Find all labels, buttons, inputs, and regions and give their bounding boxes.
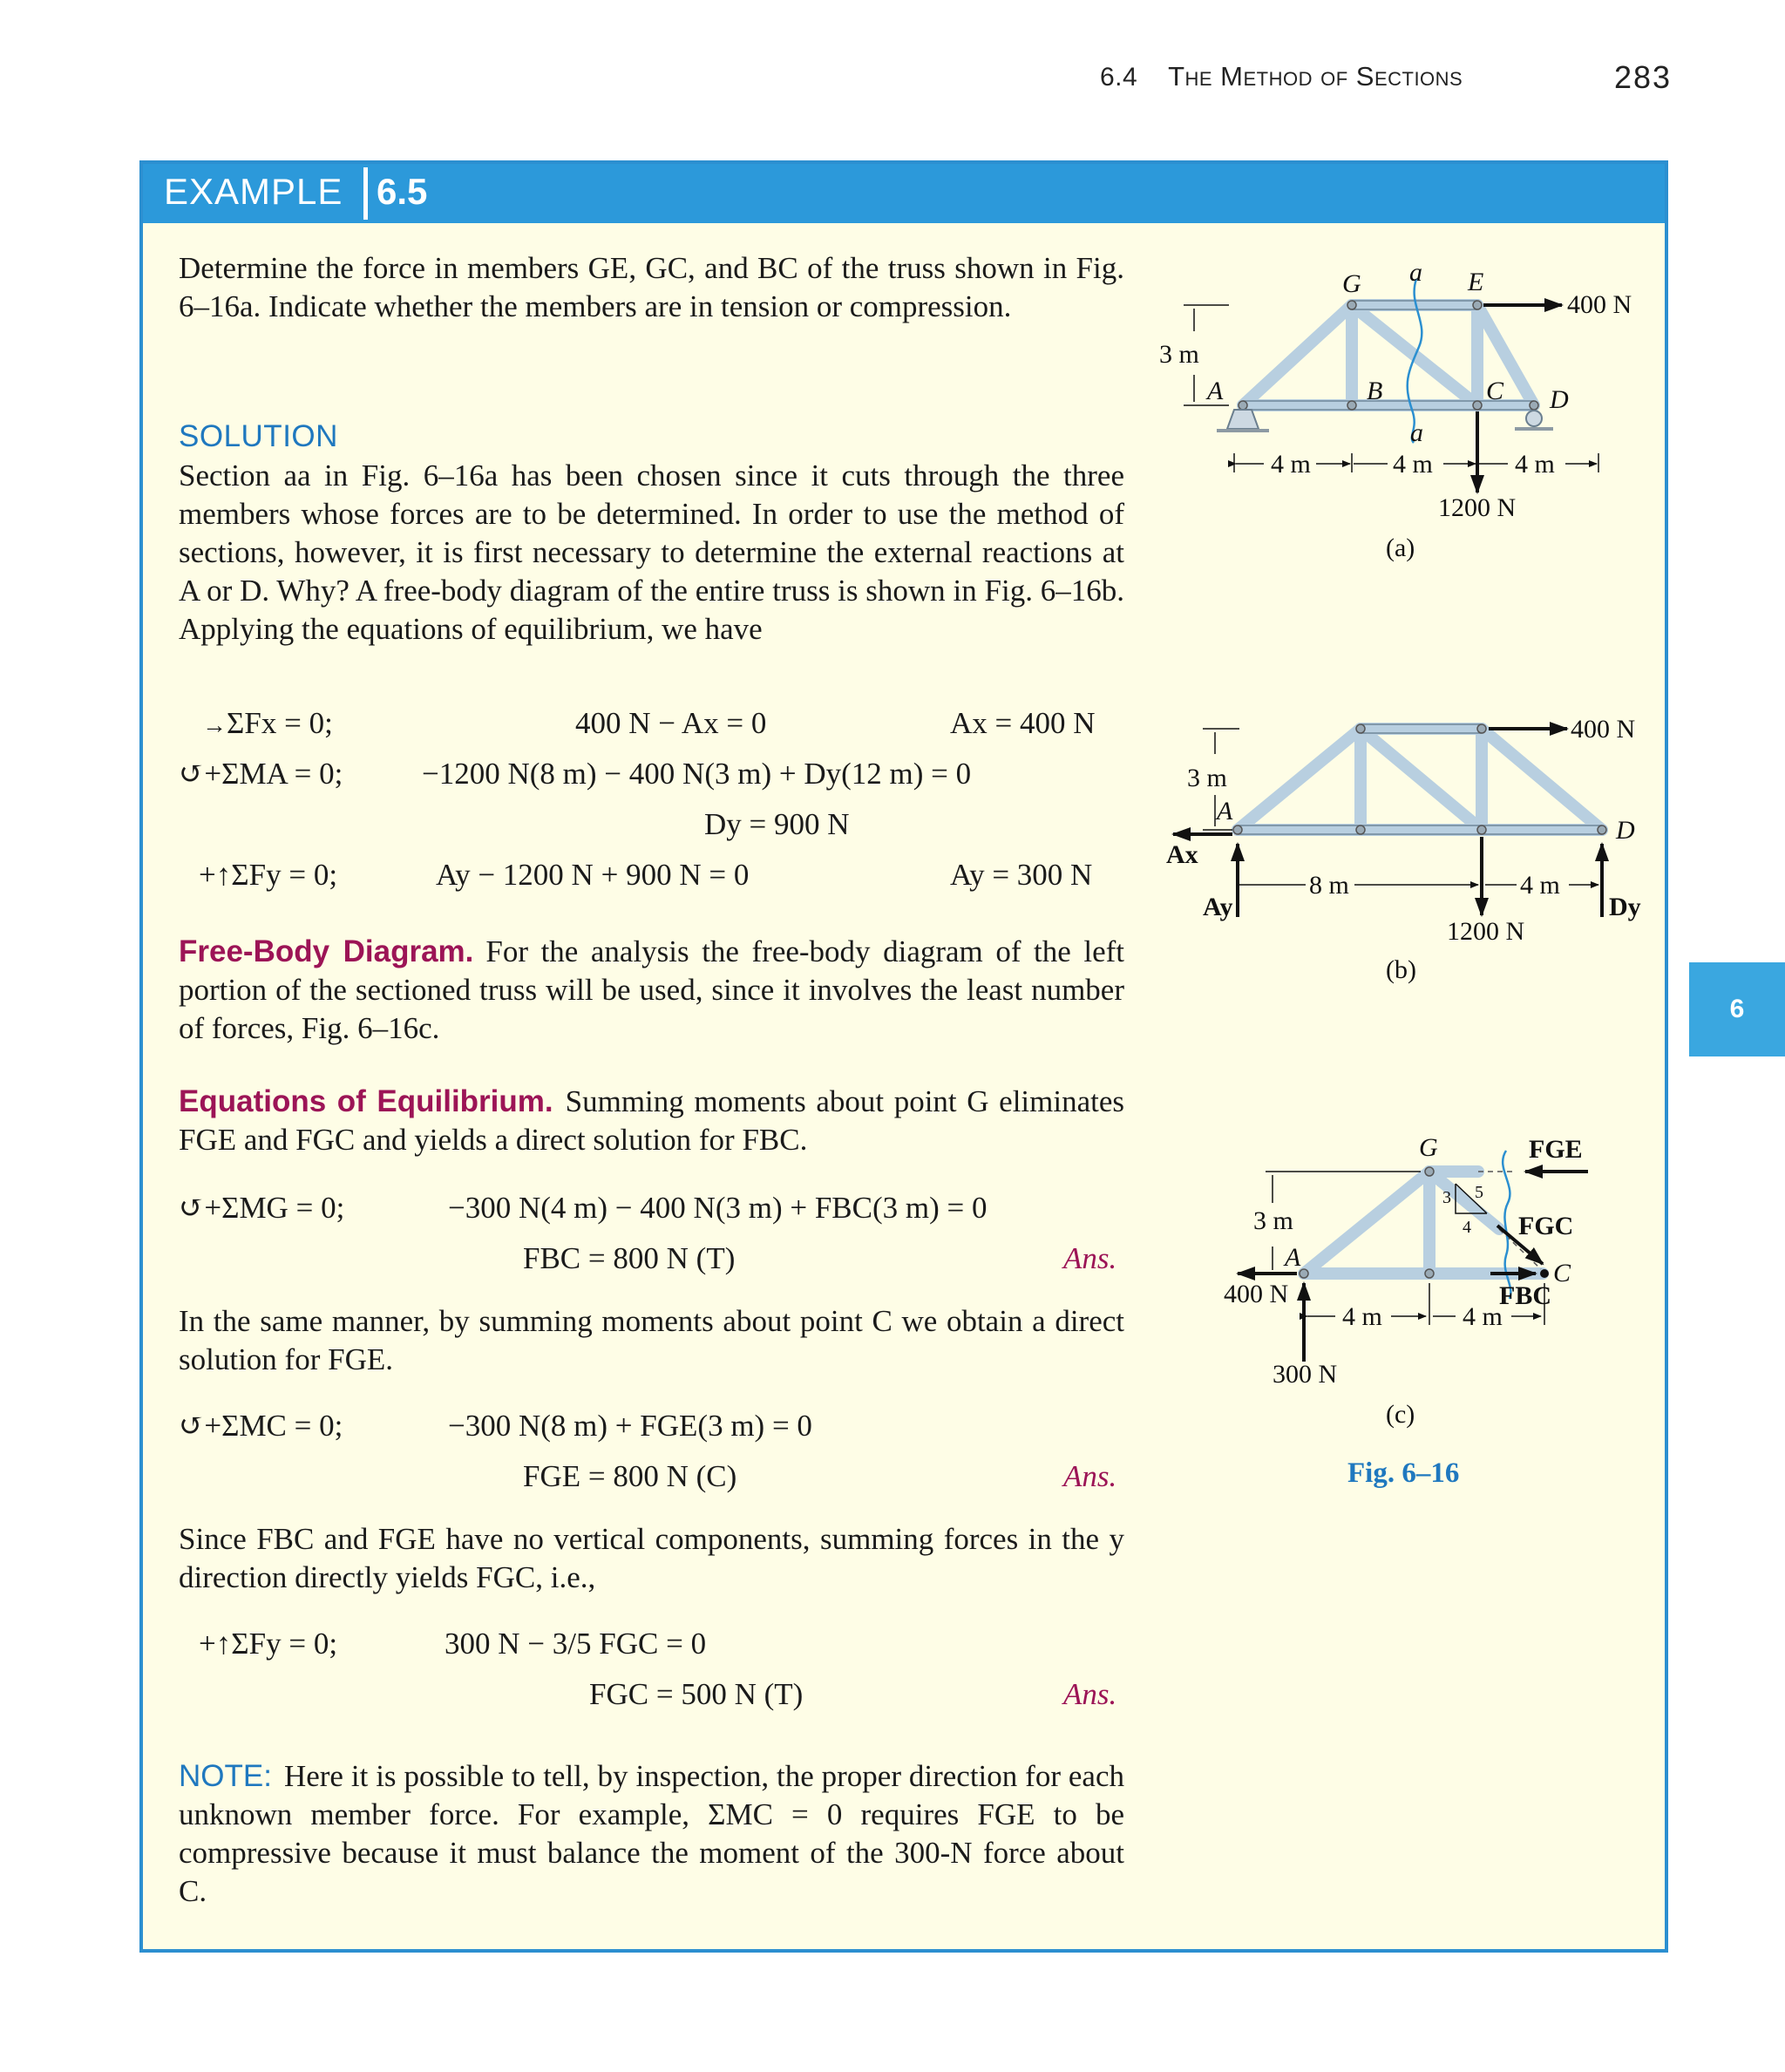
fig-b-dim-2: 4 m	[1520, 871, 1560, 900]
section-title: The Method of Sections	[1168, 61, 1463, 92]
ccw-moment-icon: ↺	[179, 757, 205, 791]
fig-b-dim-1: 8 m	[1309, 871, 1349, 900]
fig-b-label-ax: Ax	[1166, 840, 1198, 869]
eq-mg-result: FBC = 800 N (T)	[523, 1241, 736, 1275]
example-label: EXAMPLE	[164, 171, 343, 212]
header-separator	[363, 167, 368, 220]
fbd-text: For the analysis the free-body diagram of the left portion of the sectioned truss will be used, since it involves the least number of forces, Fig. 6–16c.	[179, 934, 1124, 1045]
answer-marker-1: Ans.	[1063, 1241, 1117, 1275]
fig-a-label-c: C	[1486, 377, 1504, 405]
fig-c-label-g: G	[1419, 1133, 1438, 1162]
eq-dy-result: Dy = 900 N	[704, 807, 850, 841]
fig-a-label-1200: 1200 N	[1438, 493, 1517, 522]
problem-statement: Determine the force in members GE, GC, and BC of the truss shown in Fig. 6–16a. Indicate whether the members are in tension or compression.	[179, 251, 1124, 323]
note-paragraph	[179, 1757, 1124, 1911]
fig-a-caption: (a)	[1386, 533, 1415, 562]
fig-c-label-fge: FGE	[1529, 1135, 1583, 1164]
fig-c-label-fbc: FBC	[1499, 1281, 1551, 1310]
eq-mg-body: −300 N(4 m) − 400 N(3 m) + FBC(3 m) = 0	[448, 1191, 988, 1225]
eqeq-paragraph	[179, 1083, 1124, 1159]
note-text: Here it is possible to tell, by inspection, the proper direction for each unknown member force. For example, ΣMC = 0 requires FGE to be compressive because it must balance the moment of the 300-N force about C.	[179, 1759, 1124, 1908]
ccw-moment-icon: ↺	[179, 1409, 205, 1443]
fig-a-dim-2: 4 m	[1393, 450, 1433, 479]
fig-a-member-ag	[1243, 305, 1352, 405]
solution-heading: SOLUTION	[179, 419, 338, 453]
fig-a-label-e: E	[1468, 268, 1484, 296]
fig-b-label-d: D	[1616, 816, 1635, 845]
eqeq-text: Summing moments about point G eliminates FGE and FGC and yields a direct solution for FBC.	[179, 1084, 1124, 1157]
eqeq-heading: Equations of Equilibrium.	[179, 1084, 553, 1118]
chapter-tab[interactable]: 6	[1689, 962, 1785, 1056]
solution-paragraph: Section aa in Fig. 6–16a has been chosen since it cuts through the three members whose forces are to be determined. In order to use the method of sections, however, it is first necessary to determine the external reactions at A or D. Why? A free-body diagram of the entire truss is shown in Fig. 6–16b. Applying the equations of equilibrium, we have	[179, 459, 1124, 646]
running-head	[1100, 61, 1463, 92]
figure-6-16	[1142, 244, 1665, 1517]
eq-fy2-body: 300 N − 3/5 FGC = 0	[445, 1627, 707, 1661]
answer-marker-3: Ans.	[1063, 1677, 1117, 1711]
fig-c-slope-5: 5	[1475, 1183, 1483, 1202]
fig-b-label-1200: 1200 N	[1447, 917, 1525, 946]
eq-mg-lhs: +ΣMG = 0;	[204, 1191, 345, 1225]
fig-c-label-400: 400 N	[1224, 1280, 1289, 1308]
fig-b-truss	[1238, 729, 1602, 830]
fig-a-dim-1: 4 m	[1271, 450, 1311, 479]
example-number: 6.5	[377, 171, 428, 212]
eq-ma-label	[179, 757, 343, 791]
page-number: 283	[1614, 59, 1673, 95]
fig-c-label-c: C	[1553, 1259, 1571, 1287]
eq-fy-body: Ay − 1200 N + 900 N = 0	[436, 858, 750, 892]
eq-fx-lhs: ΣFx = 0;	[227, 706, 333, 740]
fig-c-label-fgc: FGC	[1518, 1212, 1574, 1240]
roller-support-icon	[1526, 411, 1542, 426]
fig-b-caption: (b)	[1386, 955, 1416, 984]
eq-fy-result: Ay = 300 N	[950, 858, 1093, 892]
fig-c-label-300: 300 N	[1273, 1360, 1338, 1389]
pin-support-icon	[1227, 410, 1259, 429]
fbd-heading: Free-Body Diagram.	[179, 934, 474, 968]
eq-sum-fx-label	[202, 706, 333, 741]
eq-fy2-result: FGC = 500 N (T)	[589, 1677, 804, 1711]
eq-mg-label	[179, 1191, 344, 1226]
fig-c-point-c	[1540, 1269, 1549, 1278]
example-header	[143, 164, 1665, 223]
fbd-paragraph	[179, 933, 1124, 1048]
fig-b-label-400: 400 N	[1571, 715, 1636, 744]
fig-a-label-ay: A	[1207, 377, 1224, 405]
fig-c-label-a: A	[1285, 1243, 1301, 1272]
eq-fx-result: Ax = 400 N	[950, 706, 1096, 740]
eq-mc-result: FGE = 800 N (C)	[523, 1459, 737, 1493]
fig-a-label-a-bot: a	[1410, 418, 1423, 447]
eq-mc-body: −300 N(8 m) + FGE(3 m) = 0	[448, 1409, 812, 1443]
ccw-moment-icon: ↺	[179, 1191, 205, 1225]
eq-ma-body: −1200 N(8 m) − 400 N(3 m) + Dy(12 m) = 0	[422, 757, 972, 791]
fig-a-label-400: 400 N	[1567, 290, 1632, 319]
fig-c-truss	[1304, 1172, 1543, 1274]
fig-c-dim-1: 4 m	[1342, 1302, 1382, 1331]
section-number: 6.4	[1100, 63, 1138, 92]
since-paragraph: Since FBC and FGE have no vertical components, summing forces in the y direction directly yields FGC, i.e.,	[179, 1522, 1124, 1594]
fig-a-dim-3: 4 m	[1515, 450, 1555, 479]
fig-b-label-ay: Ay	[1203, 893, 1233, 921]
plus-right-arrow-icon: →	[202, 712, 227, 739]
fig-c-slope-3: 3	[1442, 1188, 1451, 1207]
fig-c-dim-2: 4 m	[1463, 1302, 1503, 1331]
eq-ma-lhs: +ΣMA = 0;	[204, 757, 343, 791]
fig-a-label-d: D	[1550, 385, 1569, 414]
fig-a-label-g: G	[1342, 269, 1361, 298]
eq-fy-label: +↑ΣFy = 0;	[199, 858, 338, 892]
fig-a-label-3m: 3 m	[1159, 340, 1199, 369]
same-manner-paragraph: In the same manner, by summing moments about point C we obtain a direct solution for FGE.	[179, 1304, 1124, 1376]
answer-marker-2: Ans.	[1063, 1459, 1117, 1493]
eq-fy2-label: +↑ΣFy = 0;	[199, 1627, 338, 1661]
figure-caption: Fig. 6–16	[1347, 1457, 1460, 1489]
fig-a-label-a-top: a	[1409, 258, 1422, 287]
fig-c-slope-4: 4	[1463, 1218, 1471, 1237]
eq-mc-lhs: +ΣMC = 0;	[204, 1409, 343, 1443]
fig-b-label-3m: 3 m	[1187, 764, 1227, 792]
fig-b-label-dy: Dy	[1609, 893, 1641, 921]
fig-a-label-b: B	[1367, 377, 1383, 405]
eq-fx-body: 400 N − Ax = 0	[575, 706, 767, 740]
fig-b-label-a: A	[1217, 797, 1233, 825]
note-heading: NOTE:	[179, 1759, 272, 1793]
fig-c-label-3m: 3 m	[1253, 1206, 1293, 1235]
fig-c-caption: (c)	[1386, 1400, 1415, 1429]
eq-mc-label	[179, 1409, 343, 1444]
